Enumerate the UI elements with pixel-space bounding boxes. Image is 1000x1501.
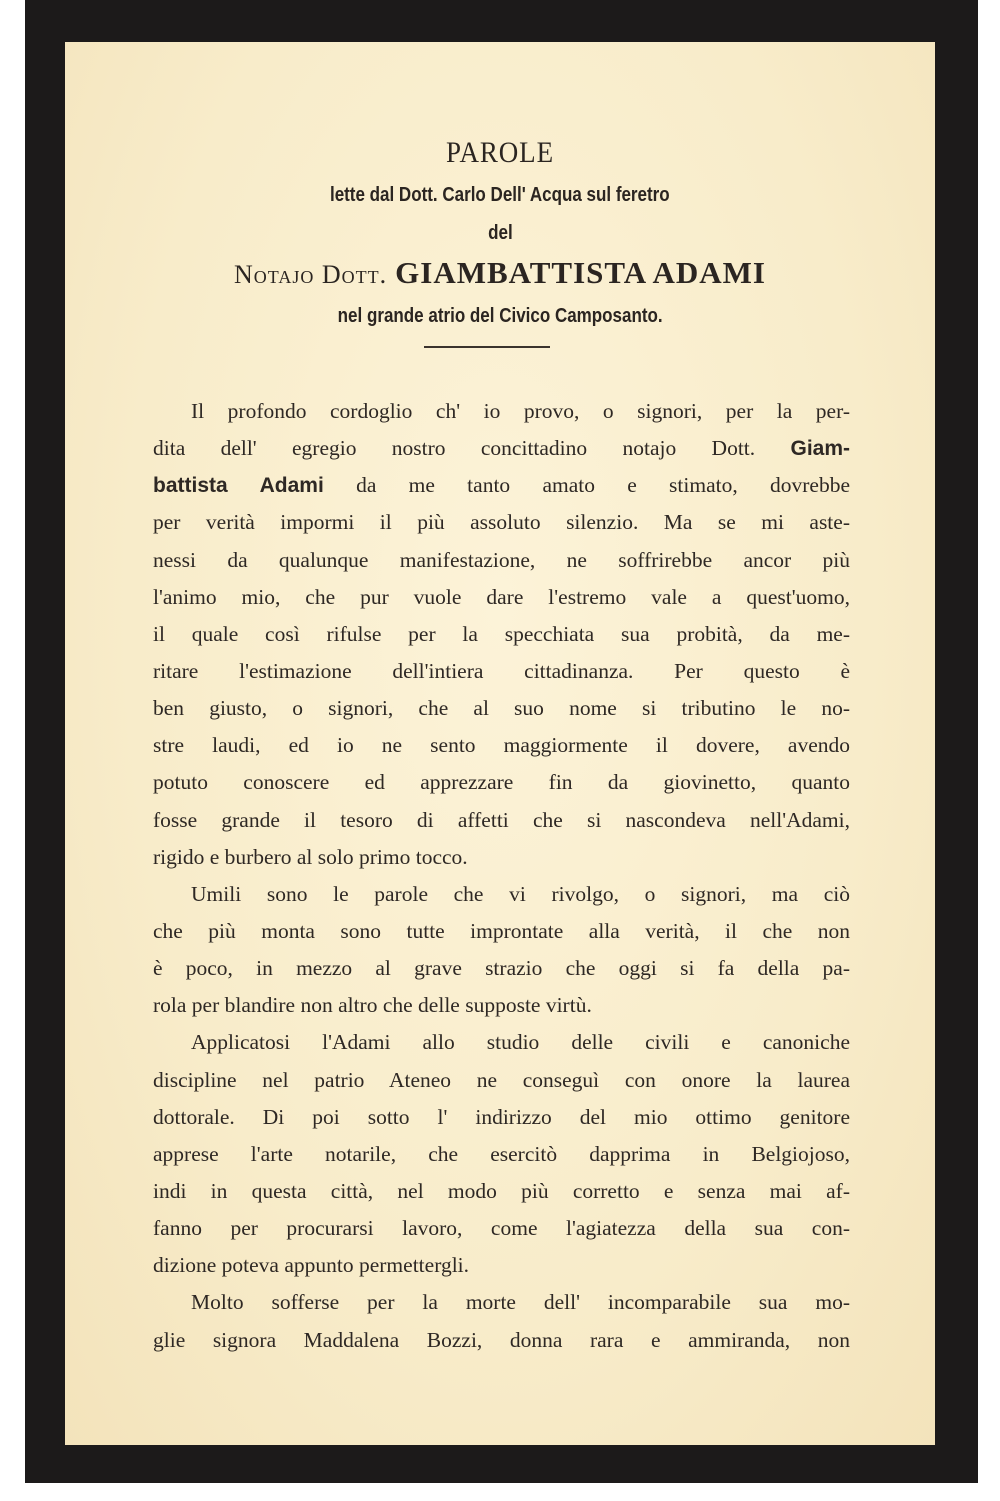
paragraph-1-line — [153, 579, 850, 616]
divider-rule — [424, 346, 550, 348]
line-text: dottorale. Di poi sotto l' indirizzo del mio ottimo genitore — [153, 1104, 850, 1129]
line-text: l'animo mio, che pur vuole dare l'estremo vale a quest'uomo, — [153, 584, 850, 609]
line-text: indi in questa città, nel modo più corretto e senza mai af- — [153, 1178, 850, 1203]
paragraph-1-line — [153, 839, 850, 876]
line-text: dita dell' egregio nostro concittadino notajo Dott. — [153, 436, 791, 461]
line-text: Applicatosi l'Adami allo studio delle civili e canoniche — [191, 1030, 850, 1055]
line-text: fanno per procurarsi lavoro, come l'agiatezza della sua con- — [153, 1216, 850, 1241]
name-prefix: Notajo Dott. — [234, 260, 388, 289]
paragraph-1-line — [153, 653, 850, 690]
paragraph-3-line — [153, 1247, 850, 1284]
line-text: apprese l'arte notarile, che esercitò dapprima in Belgiojoso, — [153, 1141, 850, 1166]
line-text: Molto sofferse per la morte dell' incomparabile sua mo- — [191, 1290, 850, 1315]
bold-name-text: battista Adami — [153, 474, 324, 498]
paragraph-3-line — [153, 1136, 850, 1173]
line-text: ritare l'estimazione dell'intiera cittadinanza. Per questo è — [153, 658, 850, 683]
paragraph-3-line — [153, 1210, 850, 1247]
line-text: rigido e burbero al solo primo tocco. — [153, 844, 468, 869]
paragraph-3-line — [153, 1062, 850, 1099]
paragraph-2-line — [153, 950, 850, 987]
paragraph-2-line — [153, 913, 850, 950]
paragraph-1-line — [153, 616, 850, 653]
line-text: è poco, in mezzo al grave strazio che oggi si fa della pa- — [153, 956, 850, 981]
bold-name-text: Giam- — [790, 437, 850, 461]
line-text: fosse grande il tesoro di affetti che si nascondeva nell'Adami, — [153, 807, 850, 832]
paragraph-3-line — [153, 1099, 850, 1136]
paragraph-3-line — [153, 1173, 850, 1210]
line-text: dizione poteva appunto permettergli. — [153, 1253, 470, 1278]
line-text: stre laudi, ed io ne sento maggiormente il dovere, avendo — [153, 733, 850, 758]
paragraph-1-line — [153, 802, 850, 839]
line-text: da me tanto amato e stimato, dovrebbe — [323, 473, 850, 498]
line-text: nessi da qualunque manifestazione, ne soffrirebbe ancor più — [153, 547, 850, 572]
speech-body — [153, 393, 850, 1359]
line-text: Il profondo cordoglio ch' io provo, o signori, per la per- — [191, 399, 850, 423]
line-text: rola per blandire non altro che delle supposte virtù. — [153, 993, 592, 1018]
paragraph-1-line — [153, 393, 850, 430]
paragraph-1-line — [153, 727, 850, 764]
paragraph-1-line — [153, 430, 850, 467]
document-title: PAROLE — [446, 136, 554, 169]
document-location: nel grande atrio del Civico Camposanto. — [337, 305, 663, 327]
line-text: ben giusto, o signori, che al suo nome si tributino le no- — [153, 696, 850, 721]
line-text: potuto conoscere ed apprezzare fin da giovinetto, quanto — [153, 770, 850, 795]
line-text: discipline nel patrio Ateneo ne conseguì con onore la laurea — [153, 1067, 850, 1092]
line-text: il quale così rifulse per la specchiata sua probità, da me- — [153, 621, 850, 646]
document-del: del — [487, 222, 513, 244]
paragraph-1-line — [153, 690, 850, 727]
paragraph-1-line — [153, 467, 850, 504]
line-text: glie signora Maddalena Bozzi, donna rara e ammiranda, non — [153, 1327, 850, 1352]
paragraph-4-line — [153, 1284, 850, 1321]
line-text: per verità impormi il più assoluto silenzio. Ma se mi aste- — [153, 510, 850, 535]
paragraph-3-line — [153, 1024, 850, 1061]
paragraph-2-line — [153, 876, 850, 913]
document-subtitle: lette dal Dott. Carlo Dell' Acqua sul feretro — [330, 184, 670, 206]
paragraph-1-line — [153, 504, 850, 541]
line-text: che più monta sono tutte improntate alla verità, il che non — [153, 918, 850, 943]
paragraph-2-line — [153, 987, 850, 1024]
deceased-name: GIAMBATTISTA ADAMI — [395, 255, 766, 290]
deceased-name-line — [0, 255, 1000, 291]
paragraph-4-line — [153, 1322, 850, 1359]
line-text: Umili sono le parole che vi rivolgo, o signori, ma ciò — [191, 881, 850, 906]
paragraph-1-line — [153, 542, 850, 579]
paragraph-1-line — [153, 764, 850, 801]
